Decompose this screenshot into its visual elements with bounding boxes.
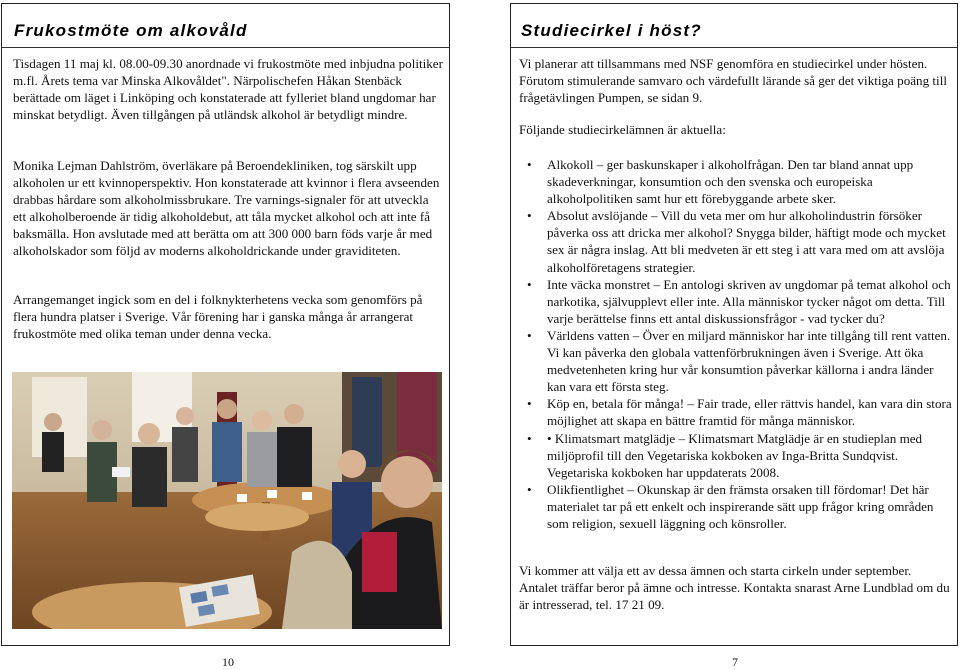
list-item-text: Alkokoll – ger baskunskaper i alkoholfrågan. Den tar bland annat upp skadeverkningar, konsumtion och den svenska och europeiska alkoholpolitiken samt hur ett förebyggande arbete sker. — [547, 157, 914, 207]
list-item — [519, 156, 953, 207]
left-paragraph-2: Monika Lejman Dahlström, överläkare på Beroendekliniken, tog särskilt upp alkoholen ur ett kvinnoperspektiv. Hon konstaterade att kvinnor i flera avseenden drabbas hårdare som alkoholmissbrukare. Tre varnings-signaler för att utveckla ett alkoholberoende är tidig alkoholdebut, att tåla mycket alkohol och att inte få baksmälla. Hon avslutade med att berätta om att 300 000 barn föds varje år med alkoholskador som följd av moderns alkoholdrickande under graviditeten. — [13, 158, 440, 259]
right-title: Studiecirkel i höst? — [521, 21, 702, 40]
bullet-icon: • — [527, 396, 532, 412]
left-page-number: 10 — [222, 655, 234, 669]
right-title-rule — [511, 47, 957, 48]
study-topic-list — [519, 156, 953, 532]
bullet-icon: • — [527, 157, 532, 172]
right-paragraph-2: Följande studiecirkelämnen är aktuella: — [519, 122, 726, 137]
list-item-text: Världens vatten – Över en miljard människor har inte tillgång till rent vatten. Vi kan påverka den globala vattenförbrukningen även i Sverige. Att öka medvetenheten kring hur vår konsumtion påverkar källorna i andra länder kan vara ett första steg. — [547, 327, 951, 395]
left-title: Frukostmöte om alkovåld — [14, 21, 248, 40]
list-item — [519, 481, 953, 532]
left-page — [1, 3, 450, 646]
left-paragraph-3: Arrangemanget ingick som en del i folknykterhetens vecka som genomförs på flera hundra platser i Sverige. Vår förening har i ganska många år arrangerat frukostmöte med olika teman under denna vecka. — [13, 292, 423, 342]
list-item — [519, 395, 953, 429]
list-item-text: Olikfientlighet – Okunskap är den främsta orsaken till fördomar! Det här materialet tar på ett enkelt och inspirerande sätt upp frågor kring områden som religion, sexuell läggning och könsroller. — [547, 481, 934, 531]
left-paragraph-1: Tisdagen 11 maj kl. 08.00-09.30 anordnade vi frukostmöte med inbjudna politiker m.fl. Årets tema var Minska Alkovåldet". Närpolischefen Håkan Stenbäck berättade om läget i Linköping och konstaterade att fylleriet bland ungdomar har minskat betydligt. Även tillgången på utländsk alkohol är betydligt mindre. — [13, 56, 443, 123]
list-item — [519, 327, 953, 395]
right-page-number: 7 — [732, 655, 738, 669]
bullet-icon: • — [527, 327, 532, 343]
list-item-text: Köp en, betala för många! – Fair trade, eller rättvis handel, kan vara din stora möjlighet att skapa en bättre framtid för många människor. — [547, 396, 952, 429]
right-page — [510, 3, 958, 646]
list-item — [519, 430, 953, 481]
list-item — [519, 207, 953, 275]
bullet-icon: • — [527, 276, 532, 292]
list-item-text: • Klimatsmart matglädje – Klimatsmart Matglädje är en studieplan med miljöprofil till den Vegetariska kokboken av Inga-Britta Sundqvist. Vegetariska kokboken har uppdaterats 2008. — [547, 430, 923, 480]
list-item — [519, 276, 953, 327]
left-title-rule — [2, 47, 449, 48]
right-paragraph-3: Vi kommer att välja ett av dessa ämnen och starta cirkeln under september. Antalet träffar beror på ämne och intresse. Kontakta snarast Arne Lundblad om du är intresserad, tel. 17 21 09. — [519, 563, 950, 613]
bullet-icon: • — [527, 481, 532, 497]
list-item-text: Absolut avslöjande – Vill du veta mer om hur alkoholindustrin försöker påverka oss att dricka mer alkohol? Snygga bilder, häftigt mode och mycket sex är några inslag. Att bli medveten är ett steg i att vara med om att avslöja alkoholföretagens strategier. — [547, 208, 946, 275]
bullet-icon: • — [527, 208, 532, 224]
list-item-text: Inte väcka monstret – En antologi skriven av ungdomar på temat alkohol och narkotika, självupplevt eller inte. Alla människor tycker något om detta. Till varje berättelse finns ett antal diskussionsfrågor - vad tycker du? — [547, 276, 951, 326]
right-paragraph-1: Vi planerar att tillsammans med NSF genomföra en studiecirkel under hösten. Förutom stimulerande samvaro och värdefullt lärande så ger det viktiga poäng till frågetävlingen Pumpen, se sidan 9. — [519, 56, 947, 106]
bullet-icon: • — [527, 430, 532, 446]
breakfast-meeting-photo — [12, 372, 442, 629]
